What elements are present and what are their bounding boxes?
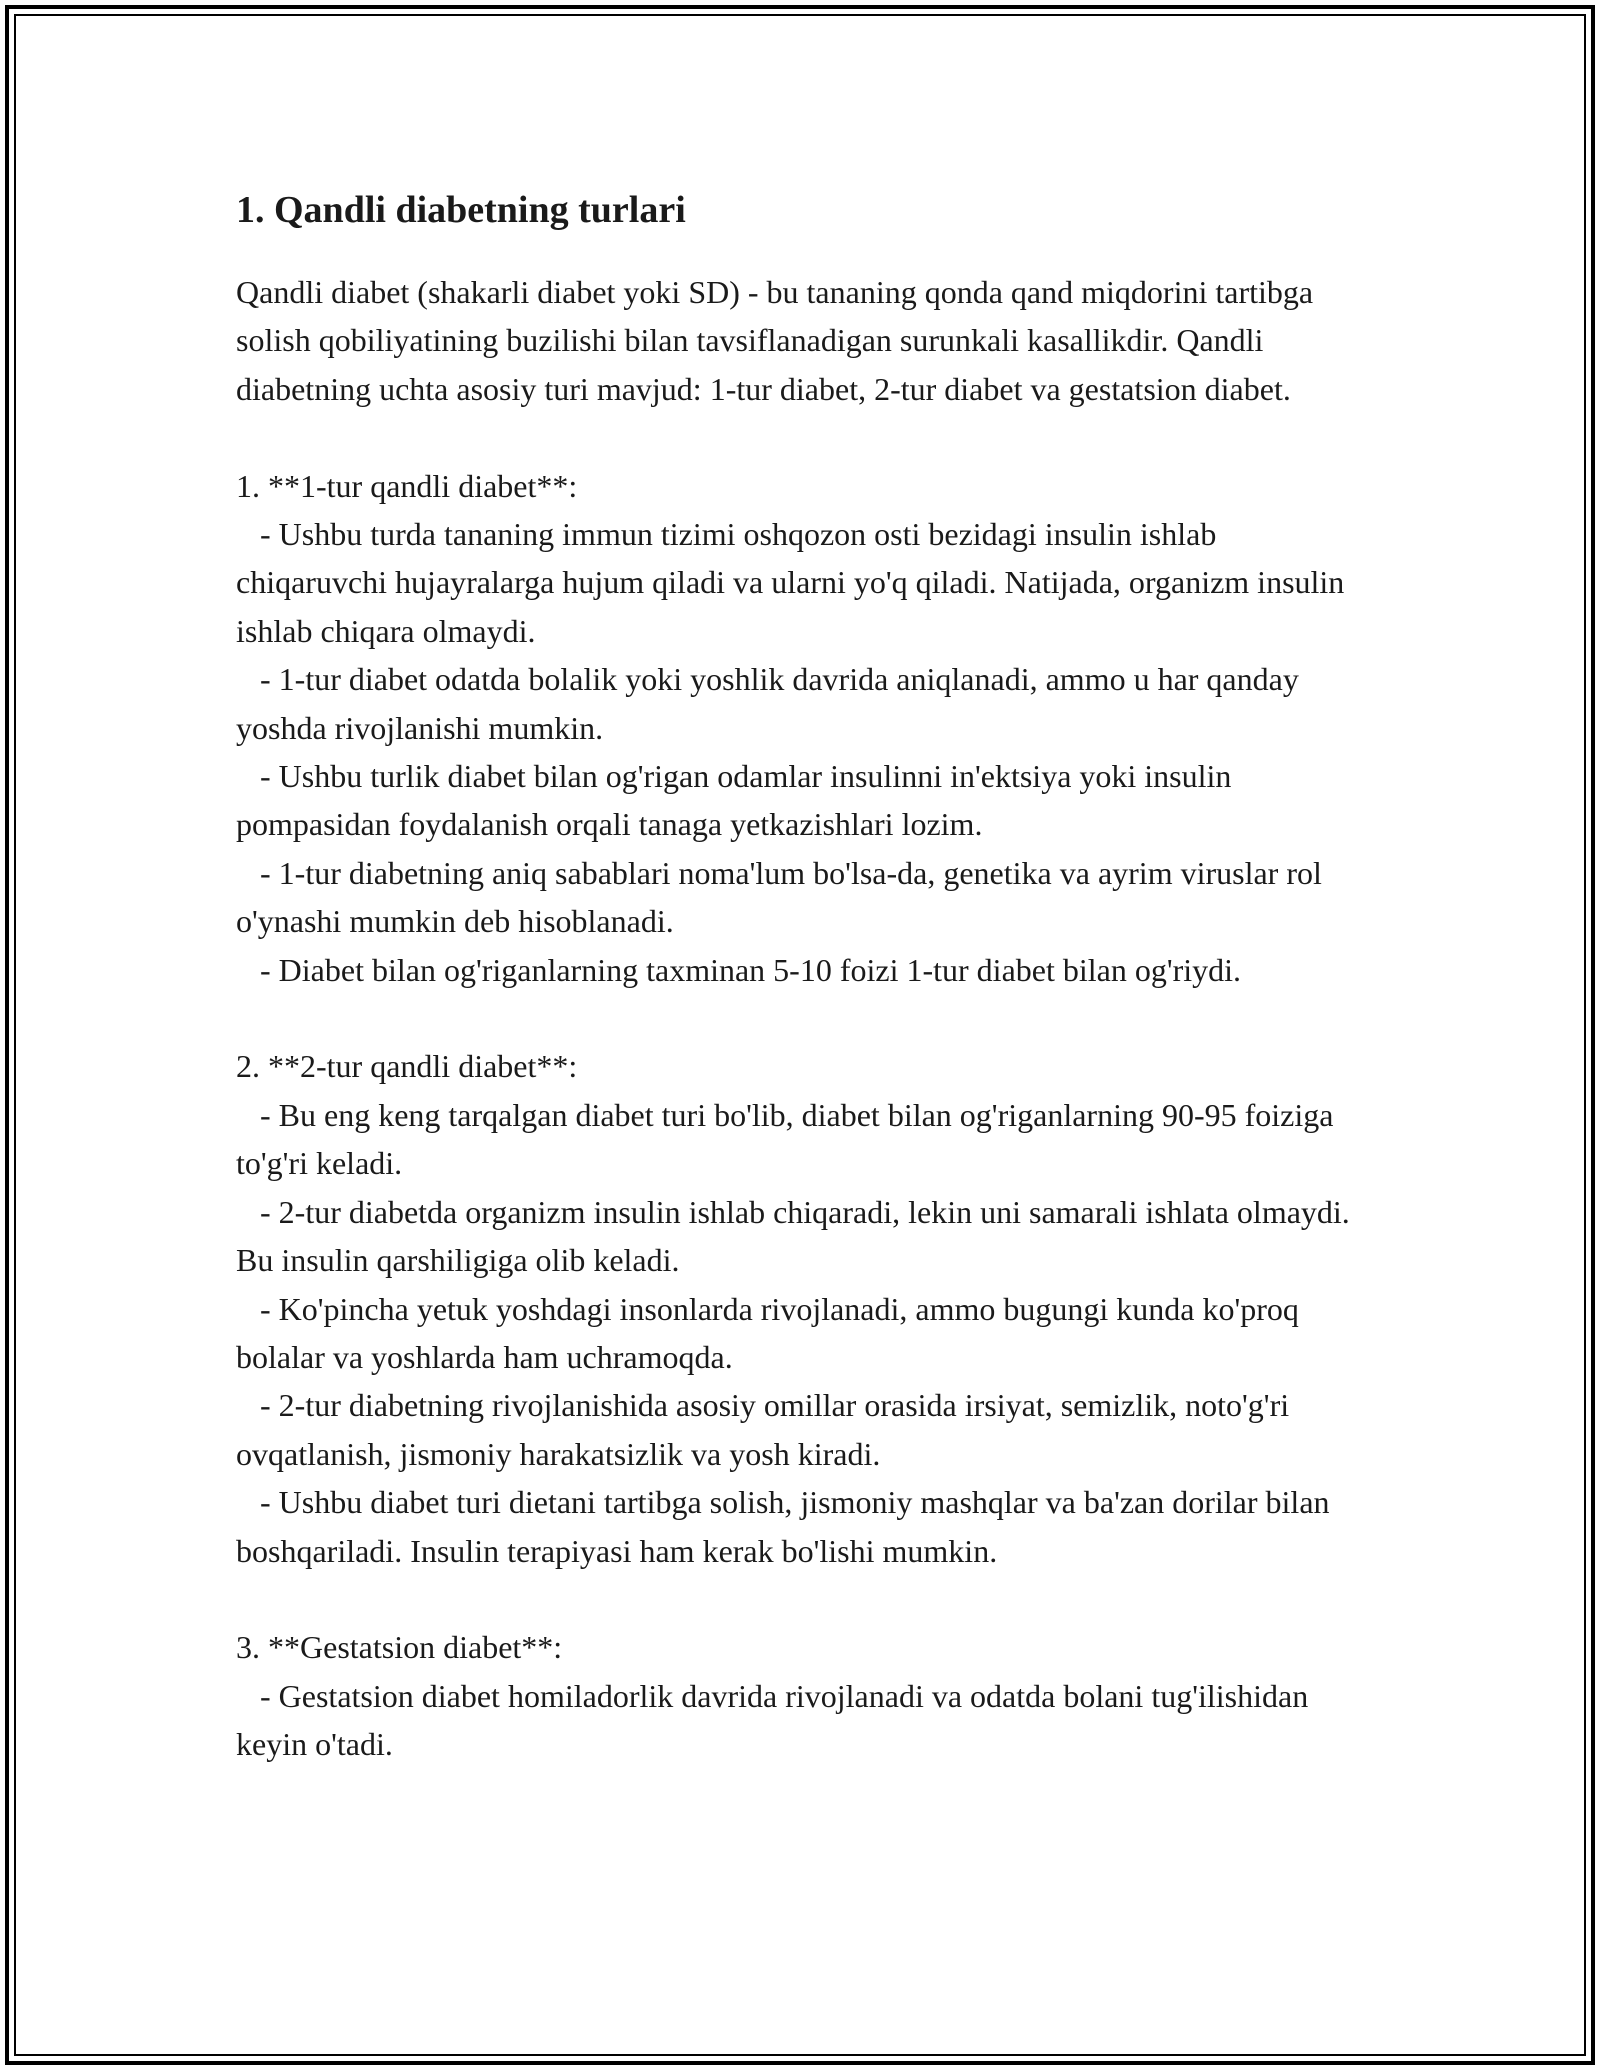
list-item: - Ushbu turda tananing immun tizimi oshqozon osti bezidagi insulin ishlab chiqaruvchi hujayralarga hujum qiladi va ularni yo'q qiladi. Natijada, organizm insulin ishlab chiqara olmaydi. — [236, 516, 1353, 649]
section-type-1 — [236, 462, 1366, 994]
list-item: - Diabet bilan og'riganlarning taxminan 5-10 foizi 1-tur diabet bilan og'riydi. — [260, 951, 1242, 988]
spacer — [236, 994, 1366, 1042]
list-item: - 1-tur diabetning aniq sabablari noma'lum bo'lsa-da, genetika va ayrim viruslar rol o'ynashi mumkin deb hisoblanadi. — [236, 854, 1330, 940]
spacer — [236, 1575, 1366, 1623]
intro-paragraph: Qandli diabet (shakarli diabet yoki SD) - bu tananing qonda qand miqdorini tartibga solish qobiliyatining buzilishi bilan tavsiflanadigan surunkali kasallikdir. Qandli diabetning uchta asosiy turi mavjud: 1-tur diabet, 2-tur diabet va gestatsion diabet. — [236, 274, 1314, 407]
section-gestational — [236, 1623, 1366, 1768]
spacer — [236, 413, 1366, 461]
list-item: - 2-tur diabetda organizm insulin ishlab chiqaradi, lekin uni samarali ishlata olmaydi. Bu insulin qarshiligiga olib keladi. — [236, 1193, 1358, 1279]
list-item: - Ushbu diabet turi dietani tartibga solish, jismoniy mashqlar va ba'zan dorilar bilan boshqariladi. Insulin terapiyasi ham kerak bo'lishi mumkin. — [236, 1484, 1338, 1569]
list-item: - Ushbu turlik diabet bilan og'rigan odamlar insulinni in'ektsiya yoki insulin pompasidan foydalanish orqali tanaga yetkazishlari lozim. — [236, 758, 1240, 843]
list-item: - Gestatsion diabet homiladorlik davrida rivojlanadi va odatda bolani tug'ilishidan keyin o'tadi. — [236, 1677, 1317, 1763]
document-body — [236, 186, 1366, 1769]
section-heading: 2. **2-tur qandli diabet**: — [236, 1048, 578, 1085]
section-heading: 1. **1-tur qandli diabet**: — [236, 467, 578, 504]
list-item: - Ko'pincha yetuk yoshdagi insonlarda rivojlanadi, ammo bugungi kunda ko'proq bolalar va yoshlarda ham uchramoqda. — [236, 1290, 1307, 1375]
list-item: - 1-tur diabet odatda bolalik yoki yoshlik davrida aniqlanadi, ammo u har qanday yoshda rivojlanishi mumkin. — [236, 661, 1307, 746]
page-title: 1. Qandli diabetning turlari — [236, 189, 686, 231]
list-item: - 2-tur diabetning rivojlanishida asosiy omillar orasida irsiyat, semizlik, noto'g'ri ovqatlanish, jismoniy harakatsizlik va yosh kiradi. — [236, 1387, 1298, 1472]
section-heading: 3. **Gestatsion diabet**: — [236, 1629, 563, 1666]
section-type-2 — [236, 1042, 1366, 1574]
list-item: - Bu eng keng tarqalgan diabet turi bo'lib, diabet bilan og'riganlarning 90-95 foiziga to'g'ri keladi. — [236, 1096, 1342, 1182]
